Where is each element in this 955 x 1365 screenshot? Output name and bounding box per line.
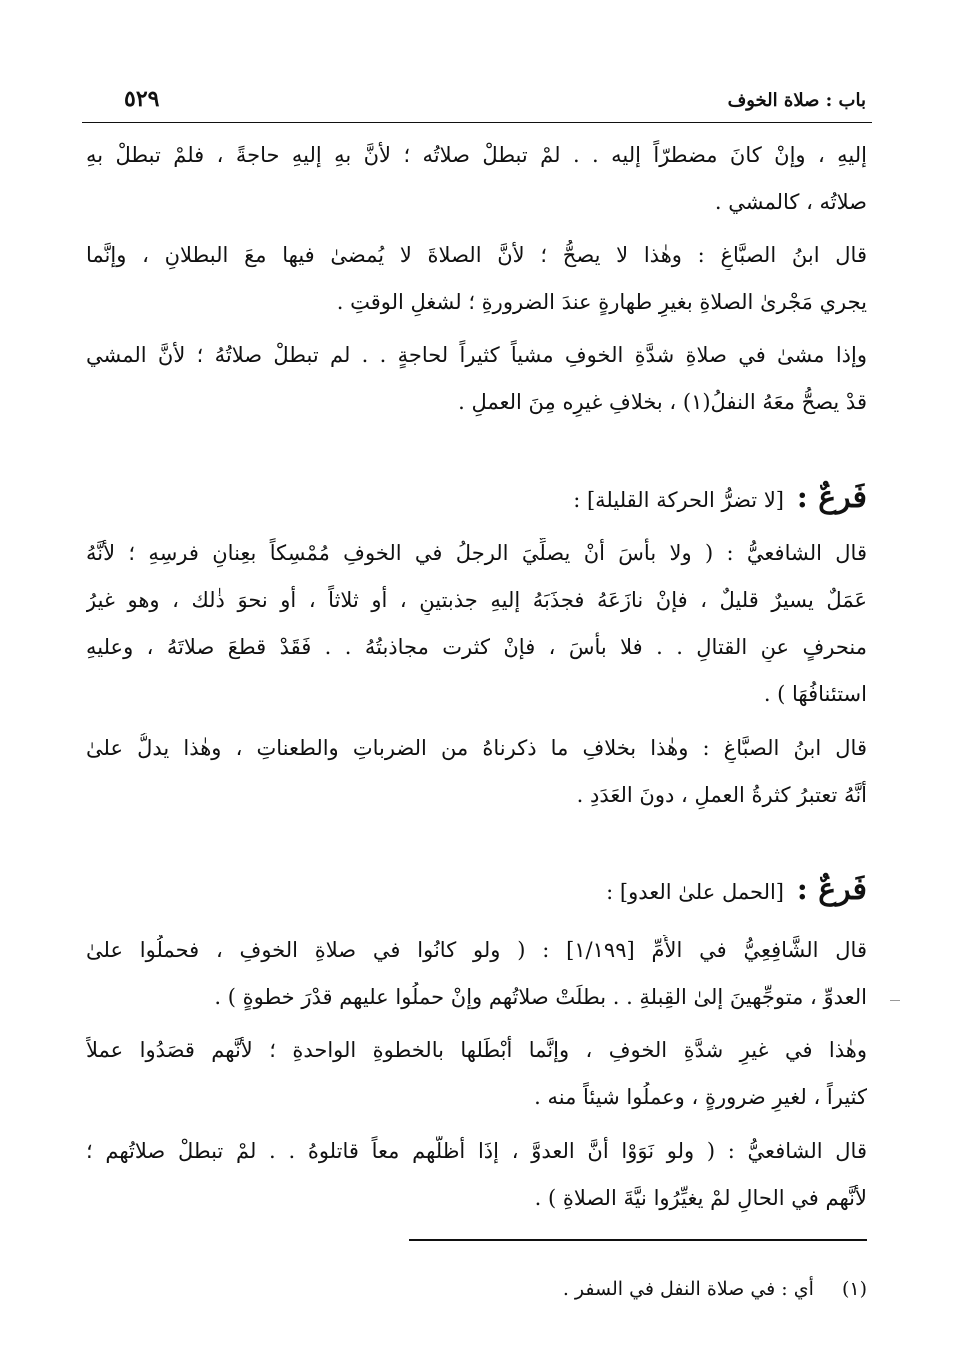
footnote-number: (١) (841, 1278, 867, 1300)
text-line: صلاتُه ، كالمشي . (714, 190, 867, 214)
text-line: قال ابنُ الصبَّاغِ : وهٰذا بخلافِ ما ذكرناهُ من الضرباتِ والطعناتِ ، وهٰذا يدلُّ علىٰ (86, 736, 867, 760)
text-line: وإذا مشىٰ في صلاةِ شدَّةِ الخوفِ مشياً كثيراً لحاجةٍ . . لم تبطلْ صلاتُهُ ؛ لأنَّ المشي (86, 343, 867, 367)
footnote (86, 1276, 867, 1302)
text-line: يجري مَجْرىٰ الصلاةِ بغيرِ طهارةٍ عندَ الضرورةِ ؛ لشغلِ الوقتِ . (336, 290, 867, 314)
chapter-title: باب : صلاة الخوف (727, 90, 866, 111)
branch-label: فَرعٌ : (796, 872, 867, 907)
text-line: منحرفٍ عنِ القتالِ . . فلا بأسَ ، فإنْ كثرت مجاذبتُهُ . . فَقَدْ قطعَ صلاتَهُ ، وعليهِ (86, 635, 867, 659)
footnote-text: أي : في صلاة النفل في السفر . (562, 1278, 814, 1300)
branch-title: [لا تضرُّ الحركة القليلة] : (573, 488, 784, 512)
text-line: وهٰذا في غيرِ شدَّةِ الخوفِ ، وإنَّما أبْطَلها بالخطوةِ الواحدةِ ؛ لأنَّهم قصَدُوا عملاً (86, 1038, 867, 1062)
running-header (82, 86, 872, 123)
text-line: قال ابنُ الصبَّاغِ : وهٰذا لا يصحُّ ؛ لأنَّ الصلاةَ لا يُمضىٰ فيها معَ البطلانِ ، وإنَّما (86, 243, 867, 267)
text-line: العدوِّ ، متوجِّهينَ إلىٰ القِبلةِ . . بطلَتْ صلاتُهم وإنْ حملُوا عليهم قدْرَ خطوةٍ ) . (214, 985, 867, 1009)
text-line: قدْ يصحُّ معَهُ النفلُ(١) ، بخلافِ غيرِه مِنَ العملِ . (458, 390, 867, 414)
branch-title: [الحمل علىٰ العدو] : (606, 880, 784, 904)
text-line: كثيراً ، لغيرِ ضرورةٍ ، وعملُوا شيئاً منه . (534, 1085, 867, 1109)
text-line: لأنَّهم في الحالِ لمْ يغيِّرُوا نيَّةَ الصلاةِ ) . (534, 1186, 867, 1210)
branch-heading (86, 480, 867, 515)
text-line: عَمَلٌ يسيرٌ قليلٌ ، فإنْ نازَعَهُ فجذَبَهُ إليهِ جذبتينِ ، أو ثلاثاً ، أو نحوَ ذٰلك ، وهو غيرُ (86, 588, 867, 612)
footnote-separator (409, 1239, 867, 1241)
scan-mark (890, 1000, 900, 1001)
text-line: قال الشافعيُّ : ( ولا بأسَ أنْ يصلِّيَ الرجلُ في الخوفِ مُمْسِكاً بعِنانِ فرسِهِ ؛ لأنَّهُ (86, 541, 867, 565)
text-line: قال الشَّافِعِيُّ في الأُمِّ [١/١٩٩] : ( ولو كانُوا في صلاةِ الخوفِ ، فحملُوا علىٰ (86, 938, 867, 962)
text-line: قال الشافعيُّ : ( ولو نَوَوْا أنَّ العدوَّ ، إذَا أظلَّهم معاً قاتلوهُ . . لمْ تبطلْ صلاتُهم ؛ (86, 1139, 867, 1163)
text-line: أنَّهُ تعتبرُ كثرةُ العملِ ، دونَ العَدَدِ . (576, 783, 867, 807)
branch-heading (86, 872, 867, 907)
branch-label: فَرعٌ : (796, 480, 867, 515)
text-line: استئنافُهَا ) . (763, 682, 867, 706)
text-line: إليهِ ، وإنْ كانَ مضطرّاً إليه . . لمْ تبطلْ صلاتُه ؛ لأنَّ بهِ إليهِ حاجةً ، فلمْ تبطلْ بهِ (86, 143, 867, 167)
page-number: ٥٢٩ (124, 86, 160, 112)
